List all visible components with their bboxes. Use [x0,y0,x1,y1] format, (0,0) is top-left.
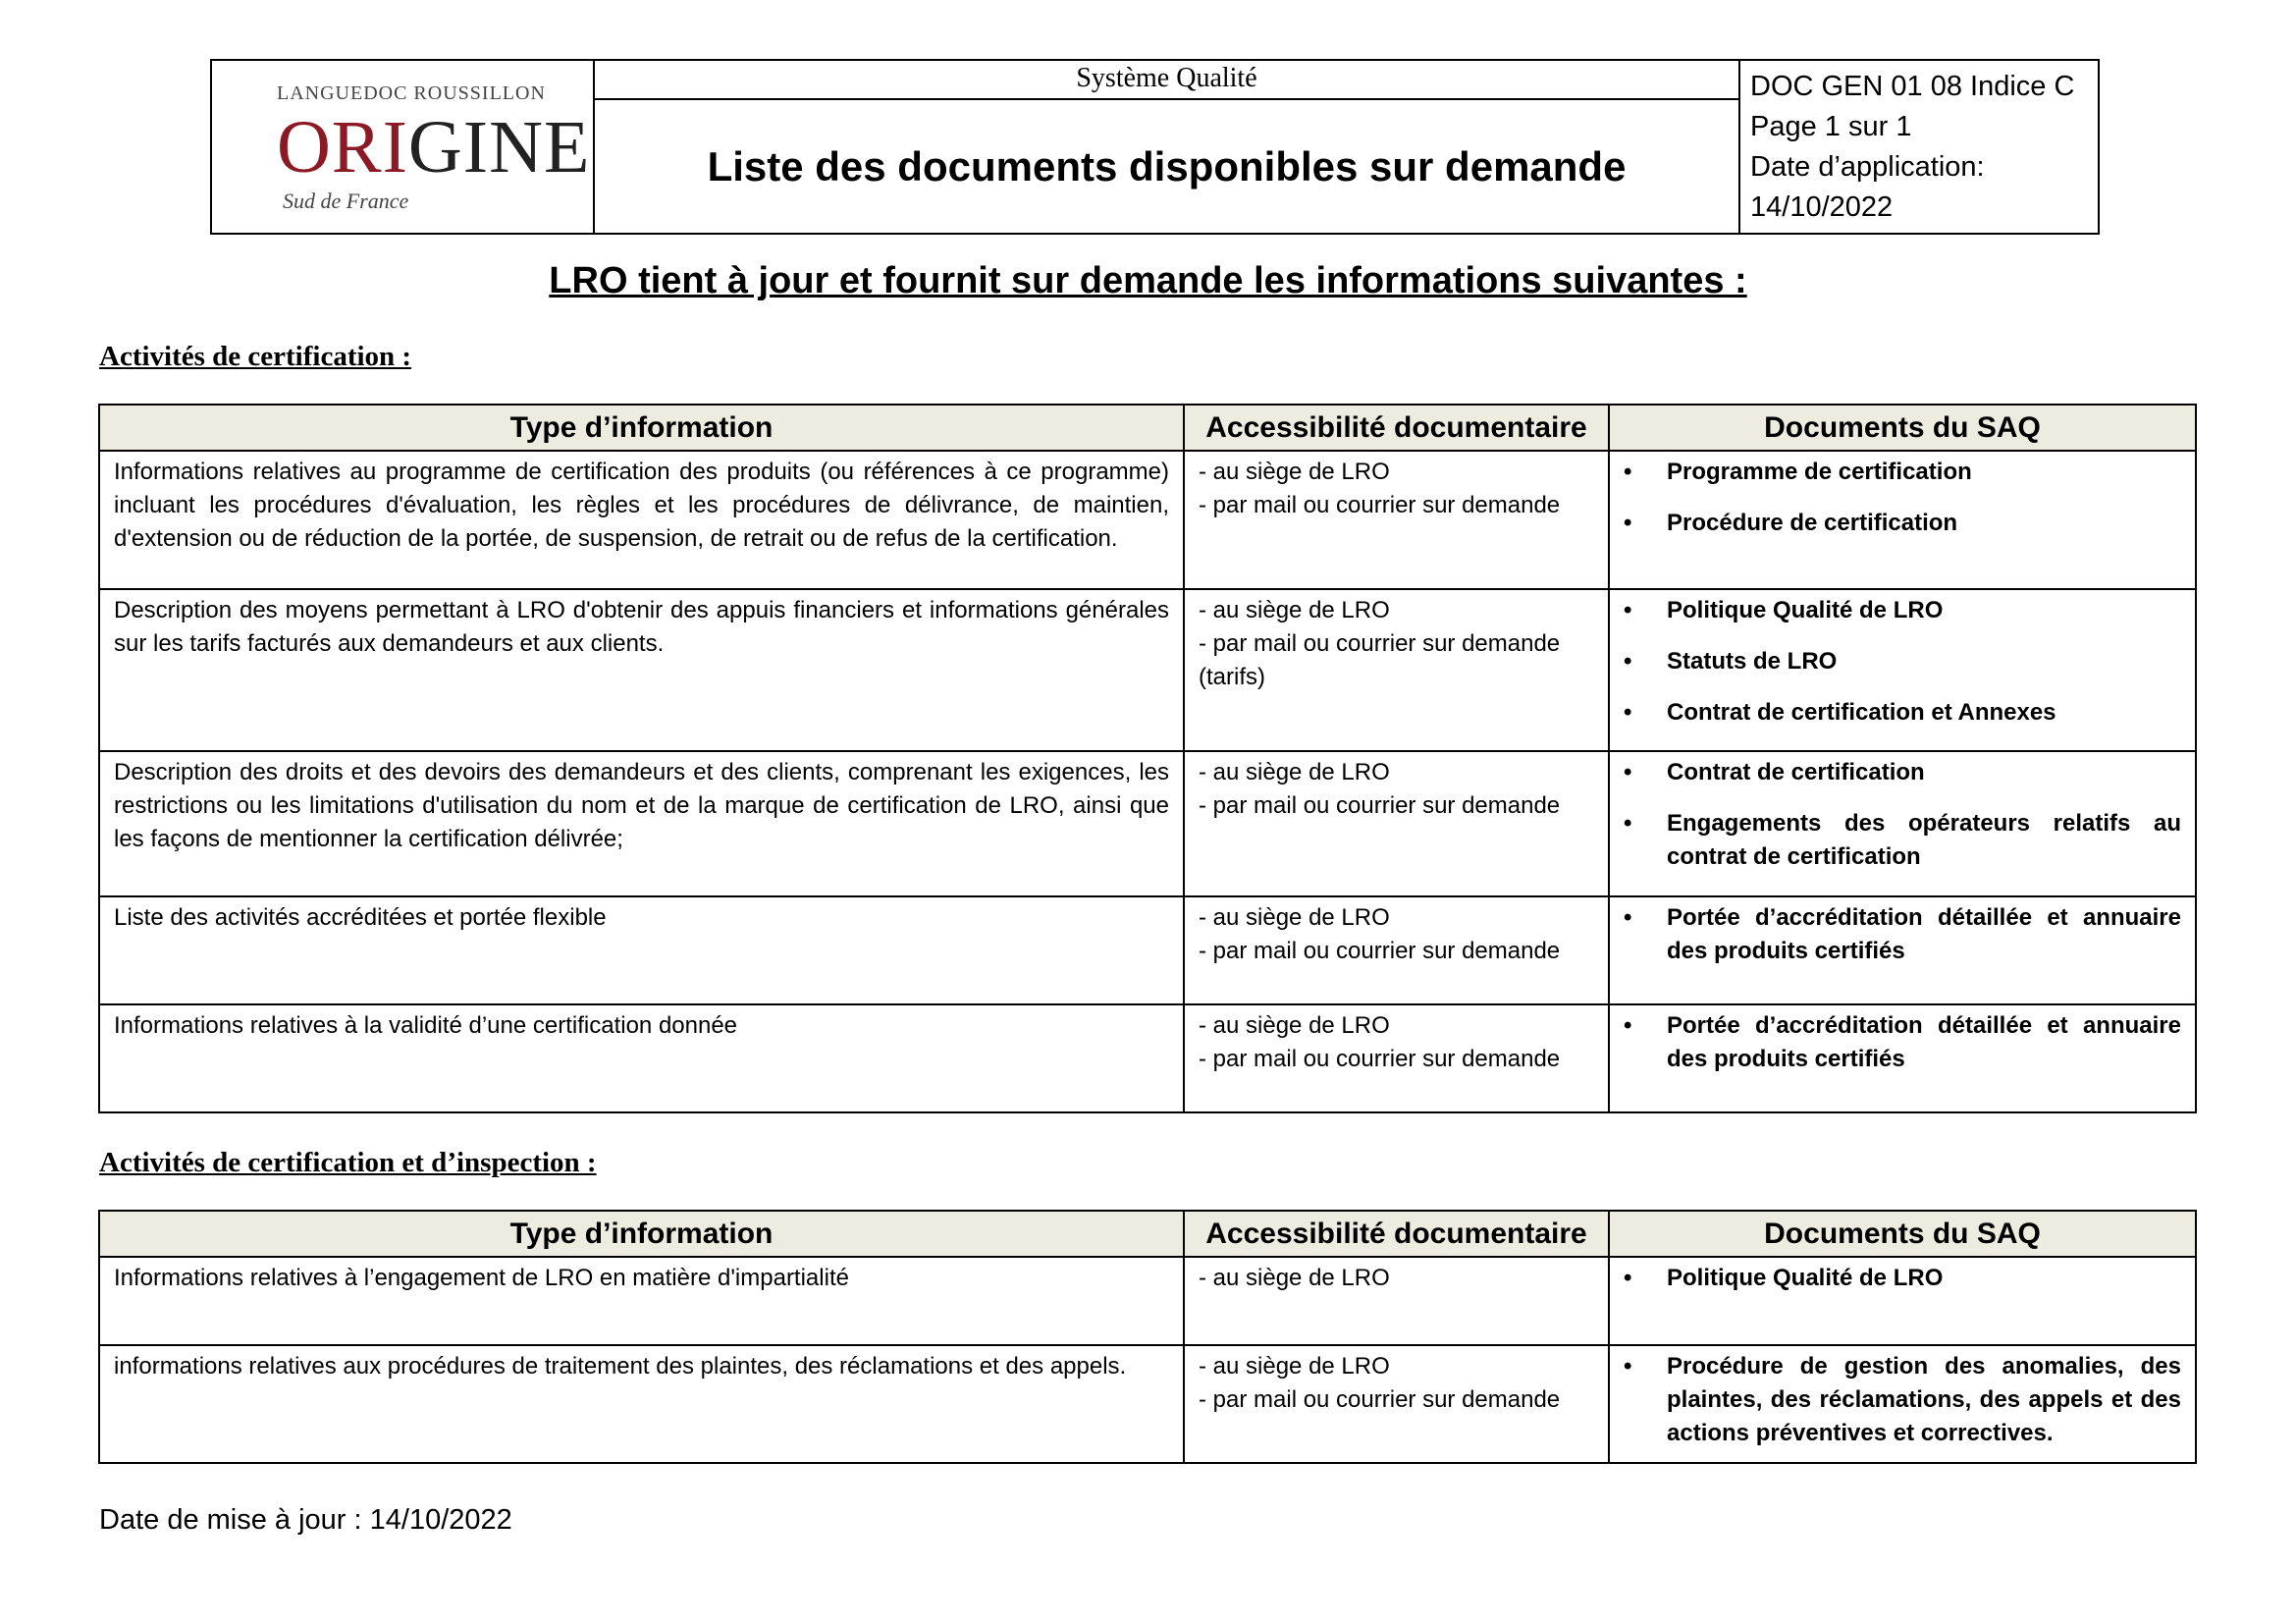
type-cell: Liste des activités accréditées et portée flexible [99,896,1184,1004]
access-line: - au siège de LRO [1199,1265,1390,1291]
access-cell [1184,451,1609,589]
logo-brand-text [277,106,591,189]
type-cell: Informations relatives à la validité d’une certification donnée [99,1004,1184,1112]
doc-item: • Engagements des opérateurs relatifs au contrat de certification [1624,807,2181,874]
access-cell [1184,589,1609,751]
logo [212,61,595,233]
access-cell [1184,1345,1609,1463]
table-header-row [99,1211,2196,1257]
doc-reference: DOC GEN 01 08 Indice C [1750,71,2075,102]
access-line: - au siège de LRO [1199,1353,1390,1380]
docs-cell [1609,451,2196,589]
doc-item: • Politique Qualité de LRO [1624,1262,2181,1295]
access-cell [1184,1004,1609,1112]
doc-item: • Portée d’accréditation détaillée et annuaire des produits certifiés [1624,1009,2181,1076]
access-line: - par mail ou courrier sur demande [1199,492,1561,518]
section-heading-certification: Activités de certification : [99,341,412,372]
access-cell [1184,896,1609,1004]
column-header-docs: Documents du SAQ [1609,405,2196,451]
type-cell: Description des droits et des devoirs des demandeurs et des clients, comprenant les exigences, les restrictions ou les limitations d'utilisation du nom et de la marque de certification de LRO, ainsi que les façons de mentionner la certification délivrée; [99,751,1184,896]
access-cell [1184,751,1609,896]
column-header-docs: Documents du SAQ [1609,1211,2196,1257]
type-cell: Description des moyens permettant à LRO d'obtenir des appuis financiers et informations générales sur les tarifs facturés aux demandeurs et aux clients. [99,589,1184,751]
docs-cell [1609,896,2196,1004]
certification-inspection-table [98,1210,2197,1464]
quality-system-label: Système Qualité [595,61,1738,100]
type-cell: informations relatives aux procédures de traitement des plaintes, des réclamations et des appels. [99,1345,1184,1463]
doc-item: • Procédure de certification [1624,507,2181,540]
document-title: Liste des documents disponibles sur demande [707,142,1627,189]
type-cell: Informations relatives à l’engagement de LRO en matière d'impartialité [99,1257,1184,1345]
document-reference-block [1738,61,2098,233]
page-number: Page 1 sur 1 [1750,111,1912,142]
doc-item: • Programme de certification [1624,456,2181,489]
access-line: - par mail ou courrier sur demande [1199,792,1561,819]
docs-cell [1609,751,2196,896]
doc-item: • Statuts de LRO [1624,645,2181,678]
access-line: - par mail ou courrier sur demande [1199,938,1561,964]
access-line: - par mail ou courrier sur demande [1199,1386,1561,1413]
table-row [99,896,2196,1004]
access-cell [1184,1257,1609,1345]
column-header-type: Type d’information [99,1211,1184,1257]
certification-table [98,404,2197,1113]
table-header-row [99,405,2196,451]
logo-region-text: LANGUEDOC ROUSSILLON [277,82,546,104]
doc-item: • Politique Qualité de LRO [1624,594,2181,627]
table-row [99,1345,2196,1463]
doc-item: • Portée d’accréditation détaillée et annuaire des produits certifiés [1624,901,2181,968]
column-header-type: Type d’information [99,405,1184,451]
column-header-access: Accessibilité documentaire [1184,1211,1609,1257]
table-row [99,589,2196,751]
table-row [99,1004,2196,1112]
table-row [99,1257,2196,1345]
access-line: - au siège de LRO [1199,459,1390,485]
column-header-access: Accessibilité documentaire [1184,405,1609,451]
logo-tagline: Sud de France [283,189,409,213]
type-cell: Informations relatives au programme de certification des produits (ou références à ce programme) incluant les procédures d'évaluation, les règles et les procédures de délivrance, de maintien, d'extension ou de réduction de la portée, de suspension, de retrait ou de refus de la certification. [99,451,1184,589]
section-heading-certification-inspection: Activités de certification et d’inspection : [99,1147,597,1178]
access-line: - par mail ou courrier sur demande [1199,630,1561,657]
docs-cell [1609,1004,2196,1112]
logo-brand-red: ORI [277,106,408,189]
doc-item: • Contrat de certification et Annexes [1624,696,2181,730]
document-header [210,59,2100,235]
main-heading: LRO tient à jour et fournit sur demande les informations suivantes : [549,260,1747,301]
access-line: (tarifs) [1199,664,1265,690]
access-line: - au siège de LRO [1199,759,1390,785]
doc-item: • Procédure de gestion des anomalies, des plaintes, des réclamations, des appels et des actions préventives et correctives. [1624,1350,2181,1450]
docs-cell [1609,589,2196,751]
docs-cell [1609,1345,2196,1463]
doc-item: • Contrat de certification [1624,756,2181,789]
application-date-label: Date d’application: [1750,151,1985,183]
application-date-value: 14/10/2022 [1750,191,1894,223]
access-line: - par mail ou courrier sur demande [1199,1046,1561,1072]
table-row [99,451,2196,589]
logo-brand-dark: GINE [407,106,591,189]
table-row [99,751,2196,896]
access-line: - au siège de LRO [1199,1012,1390,1039]
update-date: Date de mise à jour : 14/10/2022 [99,1504,512,1536]
access-line: - au siège de LRO [1199,904,1390,931]
docs-cell [1609,1257,2196,1345]
access-line: - au siège de LRO [1199,597,1390,623]
